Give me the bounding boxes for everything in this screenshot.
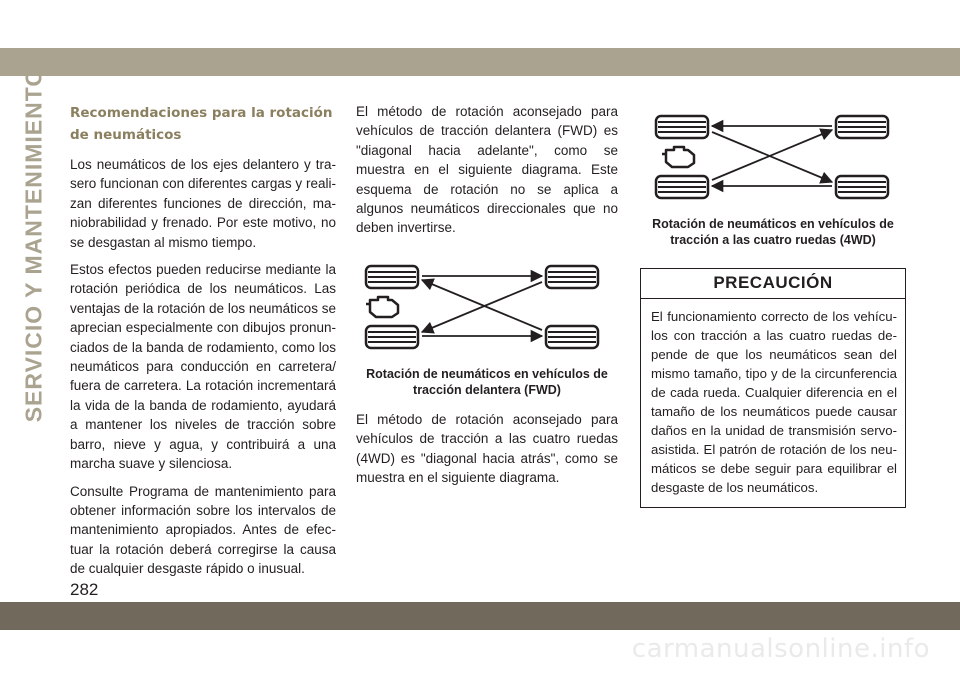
- engine-icon: [662, 147, 694, 167]
- tire-icon: [656, 176, 708, 198]
- footer-site: carmanualsonline.info: [631, 634, 930, 664]
- arrow-icon: [712, 126, 832, 186]
- paragraph-2: Estos efectos pueden reducirse mediante la rotación periódica de los neumáticos. Las ventajas de la rotación de los neumáticos se aprecian especialmente con dibujos pronunciados de la banda de rodamiento, como los neumáticos para conducción en carretera/ fuera de carretera. La rotación incrementará la vida de la banda de rodamiento, ayudará a mantener los niveles de tracción sobre barro, nieve y agua, y contribuirá a una marcha suave y silenciosa.: [70, 262, 336, 472]
- paragraph-1: Los neumáticos de los ejes delantero y trasero funcionan con diferentes cargas y realizan diferentes funciones de dirección, maniobrabilidad y frenado. Por este motivo, no se desgastan al mismo tiempo.: [70, 157, 336, 250]
- column-1: [70, 102, 336, 587]
- section-side-tab: [14, 67, 54, 423]
- arrow-icon: [422, 276, 542, 336]
- fwd-intro-paragraph: El método de rotación aconsejado para vehículos de tracción delantera (FWD) es "diagonal hacia adelante", como se muestra en el siguiente diagrama. Este esquema de rotación no se aplica a algunos neumáticos direccionales que no deben invertirse.: [356, 104, 618, 236]
- section-heading: Recomendaciones para la rotación de neumáticos: [70, 105, 333, 143]
- column-2: [356, 102, 618, 495]
- tire-icon: [546, 326, 598, 348]
- bottom-band: [0, 602, 960, 630]
- top-band: [0, 48, 960, 76]
- column-3: [640, 102, 906, 508]
- paragraph-3: Consulte Programa de mantenimiento para obtener información sobre los intervalos de mantenimiento apropiados. Antes de efectuar la rotación deberá corregirse la causa de cualquier desgaste rápido o inusual.: [70, 483, 336, 577]
- tire-icon: [836, 116, 888, 138]
- awd-intro-paragraph: El método de rotación aconsejado para vehículos de tracción a las cuatro ruedas (4WD) es "diagonal hacia atrás", como se muestra en el siguiente diagrama.: [356, 411, 618, 486]
- fwd-diagram-caption: Rotación de neumáticos en vehículos de tracción delantera (FWD): [366, 366, 608, 397]
- warning-title: PRECAUCIÓN: [641, 269, 905, 299]
- tire-icon: [366, 326, 418, 348]
- section-side-tab-label: SERVICIO Y MANTENIMIENTO: [20, 67, 47, 423]
- tire-icon: [836, 176, 888, 198]
- awd-rotation-diagram: [640, 112, 890, 212]
- fwd-rotation-diagram: [356, 252, 606, 362]
- tire-icon: [546, 266, 598, 288]
- page-number: 282: [70, 580, 99, 599]
- warning-box: [640, 268, 906, 508]
- tire-icon: [656, 116, 708, 138]
- engine-icon: [366, 297, 398, 317]
- warning-text: El funcionamiento correcto de los vehículos con tracción a las cuatro ruedas depende de que los neumáticos sean del mismo tamaño, tipo y de la circunferencia de cada rueda. Cualquier diferencia en el tamaño de los neumáticos puede causar daños en la unidad de transmisión servoasistida. El patrón de rotación de los neumáticos se debe seguir para equilibrar el desgaste de los neumáticos.: [651, 309, 897, 495]
- tire-icon: [366, 266, 418, 288]
- awd-diagram-caption: Rotación de neumáticos en vehículos de tracción a las cuatro ruedas (4WD): [652, 217, 894, 247]
